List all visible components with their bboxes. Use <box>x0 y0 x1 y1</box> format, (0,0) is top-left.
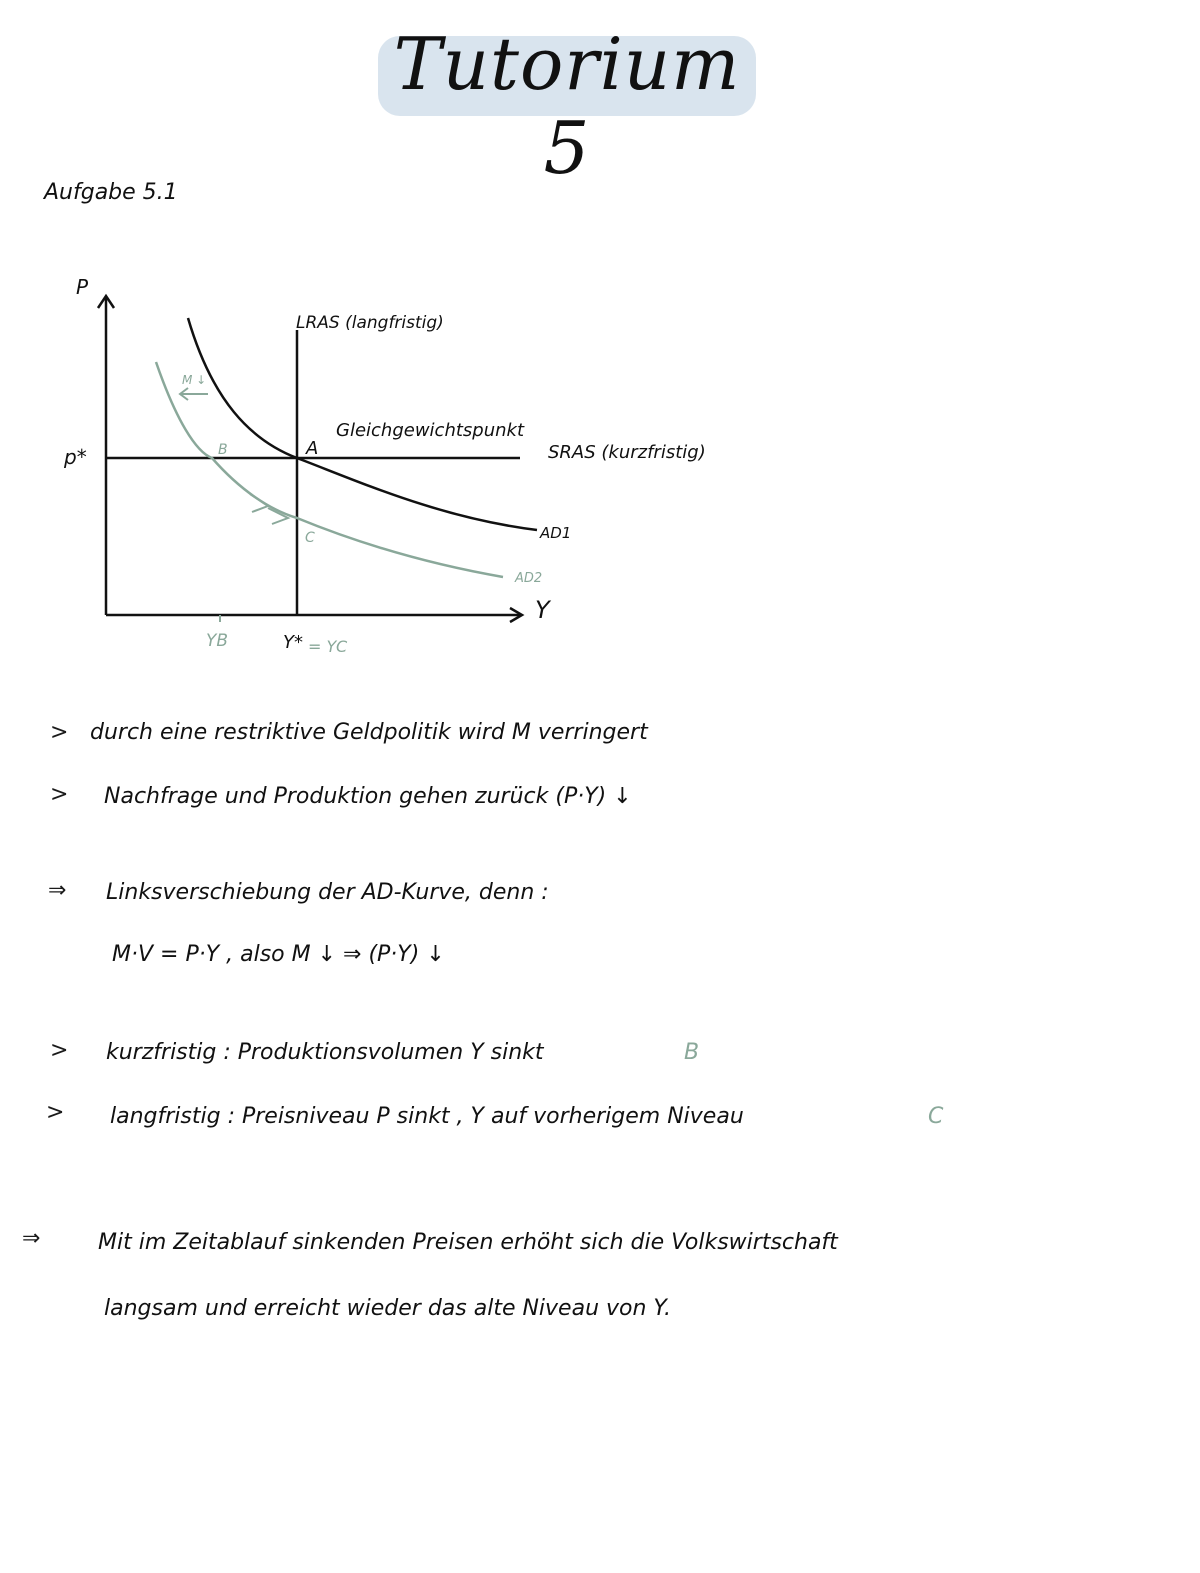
point-c: C <box>305 530 315 546</box>
lras-label: LRAS (langfristig) <box>296 313 444 333</box>
ad-as-diagram <box>0 260 800 680</box>
note-6-text: langfristig : Preisniveau P sinkt , Y auf vorherigem Niveau <box>110 1104 744 1129</box>
point-a: A <box>306 438 319 459</box>
y-axis-label: P <box>76 275 89 299</box>
note-3-marker: ⇒ <box>48 878 67 903</box>
ystar-label: Y* <box>283 632 303 653</box>
note-1-marker: > <box>50 720 69 745</box>
note-2-marker: > <box>50 782 69 807</box>
note-8-text: langsam und erreicht wieder das alte Niveau von Y. <box>104 1296 672 1321</box>
yb-label: YB <box>206 631 229 651</box>
point-b: B <box>218 442 228 458</box>
shift-arrow-1 <box>250 494 268 512</box>
sras-label: SRAS (kurzfristig) <box>548 442 706 463</box>
note-5-tag: B <box>684 1040 700 1065</box>
ad1-label: AD1 <box>540 524 572 542</box>
note-2-text: Nachfrage und Produktion gehen zurück (P·Y) ↓ <box>104 784 632 809</box>
note-5-text: kurzfristig : Produktionsvolumen Y sinkt <box>106 1040 544 1065</box>
note-4-text: M·V = P·Y , also M ↓ ⇒ (P·Y) ↓ <box>112 942 445 967</box>
note-7-marker: ⇒ <box>22 1226 41 1251</box>
task-label: Aufgabe 5.1 <box>44 180 178 205</box>
yc-label: = YC <box>308 637 348 656</box>
ad2-label: AD2 <box>515 571 543 586</box>
note-1-text: durch eine restriktive Geldpolitik wird M verringert <box>90 720 648 745</box>
x-axis-label: Y <box>535 596 550 624</box>
price-level-label: p* <box>64 445 87 469</box>
note-3-text: Linksverschiebung der AD-Kurve, denn : <box>106 880 549 905</box>
page-title: Tutorium 5 <box>393 22 741 190</box>
note-6-marker: > <box>46 1100 65 1125</box>
equilibrium-label: Gleichgewichtspunkt <box>336 420 525 441</box>
shift-note: M ↓ <box>182 373 207 387</box>
note-6-tag: C <box>928 1104 944 1129</box>
note-7-text: Mit im Zeitablauf sinkenden Preisen erhöht sich die Volkswirtschaft <box>98 1230 838 1255</box>
note-5-marker: > <box>50 1038 69 1063</box>
